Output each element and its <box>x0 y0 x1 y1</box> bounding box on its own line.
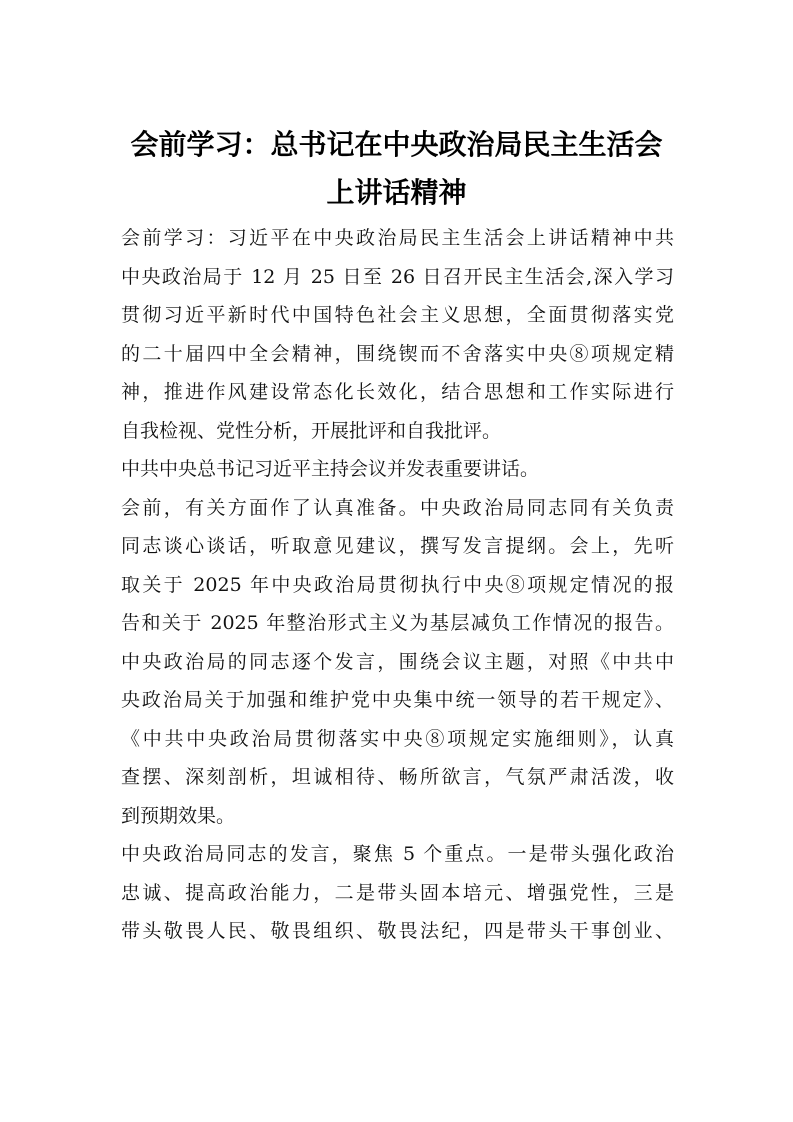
body-line: 告和关于 2025 年整治形式主义为基层减负工作情况的报告。 <box>121 612 674 634</box>
body-line: 自我检视、党性分析，开展批评和自我批评。 <box>121 419 502 442</box>
body-line: 的二十届四中全会精神，围绕锲而不舍落实中央⑧项规定精 <box>121 342 674 365</box>
body-line: 会前，有关方面作了认真准备。中央政治局同志同有关负责 <box>121 496 674 519</box>
body-line: 《中共中央政治局贯彻落实中央⑧项规定实施细则》，认真 <box>121 727 674 750</box>
body-line: 到预期效果。 <box>121 804 236 827</box>
body-line: 带头敬畏人民、敬畏组织、敬畏法纪，四是带头干事创业、 <box>121 920 674 942</box>
body-line: 贯彻习近平新时代中国特色社会主义思想，全面贯彻落实党 <box>121 304 674 326</box>
body-line: 中央政治局于 12 月 25 日至 26 日召开民主生活会,深入学习 <box>121 265 674 288</box>
body-line: 忠诚、提高政治能力，二是带头固本培元、增强党性，三是 <box>121 881 674 904</box>
body-line: 中央政治局的同志逐个发言，围绕会议主题，对照《中共中 <box>121 650 674 673</box>
body-line: 取关于 2025 年中央政治局贯彻执行中央⑧项规定情况的报 <box>121 573 674 596</box>
document-title-line-1: 会前学习：总书记在中央政治局民主生活会 <box>130 128 663 161</box>
body-line: 中央政治局同志的发言，聚焦 5 个重点。一是带头强化政治 <box>121 843 674 865</box>
body-line: 中共中央总书记习近平主持会议并发表重要讲话。 <box>121 458 540 480</box>
body-line: 会前学习：习近平在中央政治局民主生活会上讲话精神中共 <box>121 227 674 249</box>
body-line: 查摆、深刻剖析，坦诚相待、畅所欲言，气氛严肃活泼，收 <box>121 766 674 788</box>
body-line: 同志谈心谈话，听取意见建议，撰写发言提纲。会上，先听 <box>121 535 674 557</box>
document-title-line-2: 上讲话精神 <box>326 176 467 209</box>
body-line: 央政治局关于加强和维护党中央集中统一领导的若干规定》、 <box>121 689 674 711</box>
body-line: 神，推进作风建设常态化长效化，结合思想和工作实际进行 <box>121 381 674 403</box>
document-body <box>121 219 674 951</box>
